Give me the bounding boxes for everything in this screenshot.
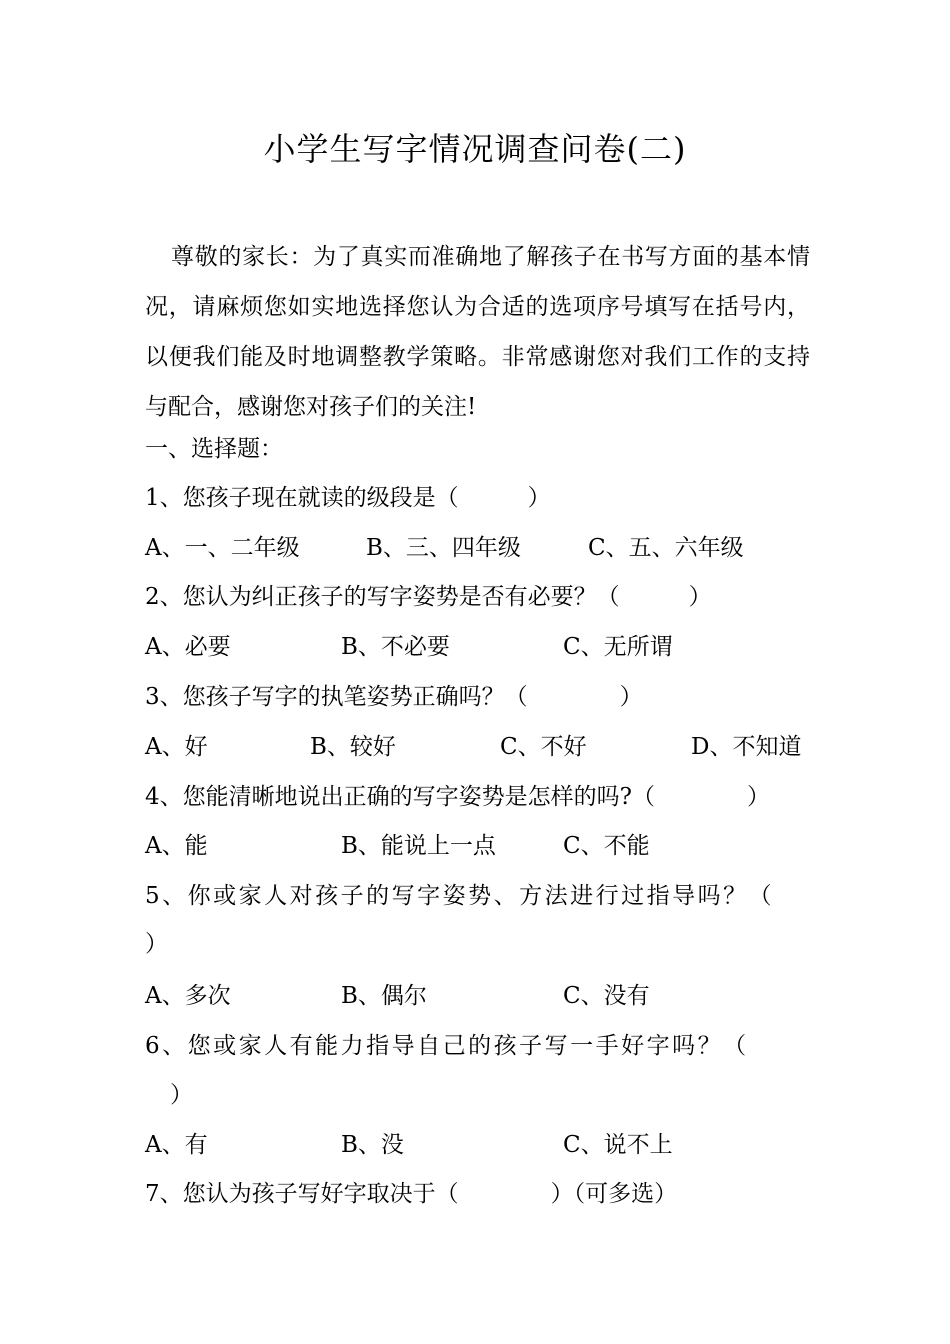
q6-option-b: B、没 (341, 1132, 404, 1158)
question-7: 7、您认为孩子写好字取决于（ ）（可多选） (145, 1181, 678, 1207)
q3-option-d: D、不知道 (691, 734, 802, 760)
q2-option-b: B、不必要 (341, 634, 450, 660)
q6-option-a: A、有 (145, 1132, 208, 1158)
q5-option-c: C、没有 (563, 983, 650, 1009)
q6-option-c: C、说不上 (563, 1132, 673, 1158)
q1-option-c: C、五、六年级 (588, 535, 744, 561)
q5-option-b: B、偶尔 (341, 983, 427, 1009)
question-5-continuation: ） (145, 931, 168, 957)
q3-option-b: B、较好 (310, 734, 396, 760)
question-4: 4、您能清晰地说出正确的写字姿势是怎样的吗?（ ） (145, 784, 770, 810)
question-6: 6、您或家人有能力指导自己的孩子写一手好字吗？（ (145, 1033, 749, 1059)
section-heading: 一、选择题： (145, 436, 283, 462)
question-2: 2、您认为纠正孩子的写字姿势是否有必要？（ ） (145, 584, 712, 610)
question-5: 5、你或家人对孩子的写字姿势、方法进行过指导吗？（ (145, 883, 775, 909)
q4-option-b: B、能说上一点 (341, 833, 496, 859)
q4-option-a: A、能 (145, 833, 208, 859)
q2-option-c: C、无所谓 (563, 634, 673, 660)
intro-paragraph: 尊敬的家长：为了真实而准确地了解孩子在书写方面的基本情况，请麻烦您如实地选择您认为合适的选项序号填写在括号内，以便我们能及时地调整教学策略。非常感谢您对我们工作的支持与配合，感谢您对孩子们的关注! (145, 244, 810, 420)
question-6-continuation: ） (170, 1082, 193, 1108)
q5-option-a: A、多次 (145, 983, 231, 1009)
q4-option-c: C、不能 (563, 833, 650, 859)
question-1: 1、您孩子现在就读的级段是（ ） (145, 485, 551, 511)
page-title: 小学生写字情况调查问卷(二) (263, 130, 687, 168)
question-3: 3、您孩子写字的执笔姿势正确吗？（ ） (145, 684, 643, 710)
q3-option-a: A、好 (145, 734, 208, 760)
q1-option-a: A、一、二年级 (145, 535, 300, 561)
q2-option-a: A、必要 (145, 634, 231, 660)
q3-option-c: C、不好 (500, 734, 587, 760)
q1-option-b: B、三、四年级 (366, 535, 521, 561)
